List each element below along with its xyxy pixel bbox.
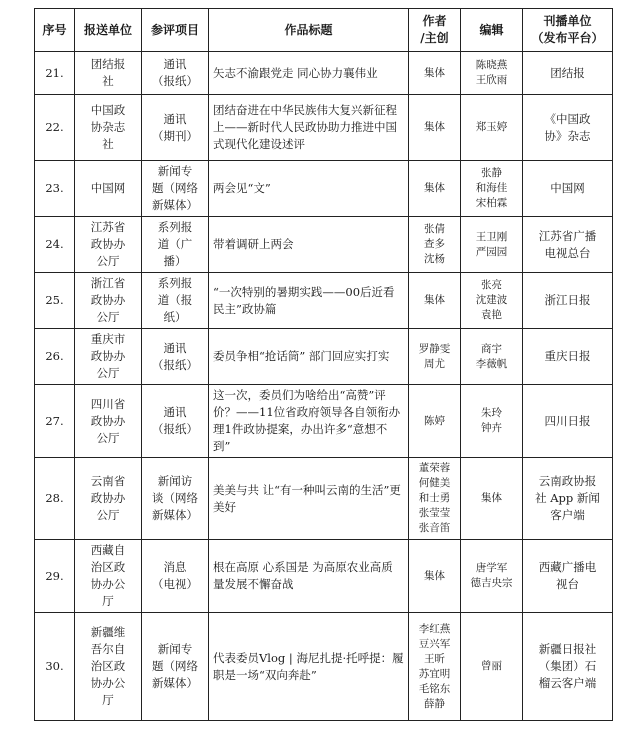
row-item: 新闻专 题（网络 新媒体） (142, 613, 209, 721)
row-editor: 郑玉婷 (461, 95, 523, 161)
row-title: 两会见“文” (209, 161, 409, 217)
row-author: 集体 (409, 161, 461, 217)
row-unit: 团结报 社 (75, 52, 142, 95)
row-title: 根在高原 心系国是 为高原农业高质量发展不懈奋战 (209, 540, 409, 613)
header-row (35, 9, 613, 52)
row-unit: 江苏省 政协办 公厅 (75, 217, 142, 273)
row-item: 消息 （电视） (142, 540, 209, 613)
row-unit: 云南省 政协办 公厅 (75, 458, 142, 540)
row-title: 委员争相“抢话筒” 部门回应实打实 (209, 329, 409, 385)
row-seq: 28. (35, 458, 75, 540)
row-item: 通讯 （报纸） (142, 329, 209, 385)
row-seq: 22. (35, 95, 75, 161)
row-publisher: 重庆日报 (523, 329, 613, 385)
awards-table (34, 8, 613, 721)
row-publisher: 《中国政 协》杂志 (523, 95, 613, 161)
row-item: 新闻专 题（网络 新媒体） (142, 161, 209, 217)
row-author: 陈婷 (409, 385, 461, 458)
row-editor: 张静 和海佳 宋柏霖 (461, 161, 523, 217)
table-row (35, 273, 613, 329)
row-author: 集体 (409, 52, 461, 95)
table-row (35, 52, 613, 95)
row-publisher: 四川日报 (523, 385, 613, 458)
row-editor: 唐学军 德吉央宗 (461, 540, 523, 613)
row-title: 团结奋进在中华民族伟大复兴新征程上——新时代人民政协助力推进中国式现代化建设述评 (209, 95, 409, 161)
table-row (35, 329, 613, 385)
row-item: 系列报 道（报 纸） (142, 273, 209, 329)
row-publisher: 江苏省广播 电视总台 (523, 217, 613, 273)
row-item: 通讯 （报纸） (142, 385, 209, 458)
table-row (35, 540, 613, 613)
row-item: 新闻访 谈（网络 新媒体） (142, 458, 209, 540)
row-seq: 21. (35, 52, 75, 95)
header-seq: 序号 (35, 9, 75, 52)
row-editor: 商宇 李薇帆 (461, 329, 523, 385)
row-editor: 陈晓燕 王欣雨 (461, 52, 523, 95)
row-unit: 四川省 政协办 公厅 (75, 385, 142, 458)
row-title: 带着调研上两会 (209, 217, 409, 273)
row-seq: 26. (35, 329, 75, 385)
row-title: 矢志不渝跟党走 同心协力襄伟业 (209, 52, 409, 95)
row-editor: 张亮 沈建波 袁艳 (461, 273, 523, 329)
row-unit: 重庆市 政协办 公厅 (75, 329, 142, 385)
row-seq: 29. (35, 540, 75, 613)
row-seq: 27. (35, 385, 75, 458)
row-editor: 集体 (461, 458, 523, 540)
header-author: 作者 /主创 (409, 9, 461, 52)
row-seq: 24. (35, 217, 75, 273)
table-row (35, 161, 613, 217)
table-row (35, 95, 613, 161)
row-seq: 23. (35, 161, 75, 217)
row-unit: 浙江省 政协办 公厅 (75, 273, 142, 329)
header-editor: 编辑 (461, 9, 523, 52)
row-title: 这一次，委员们为啥给出“高赞”评价？——11位省政府领导各自领衔办理1件政协提案，办出许多“意想不到” (209, 385, 409, 458)
row-author: 李红燕 豆兴军 王昕 苏宜明 毛铭东 薛静 (409, 613, 461, 721)
row-title: “一次特别的暑期实践——00后近看民主”政协篇 (209, 273, 409, 329)
header-title: 作品标题 (209, 9, 409, 52)
table-row (35, 217, 613, 273)
row-unit: 西藏自 治区政 协办公 厅 (75, 540, 142, 613)
row-author: 罗静雯 周尤 (409, 329, 461, 385)
row-item: 通讯 （报纸） (142, 52, 209, 95)
row-editor: 朱玲 钟卉 (461, 385, 523, 458)
row-publisher: 团结报 (523, 52, 613, 95)
row-publisher: 中国网 (523, 161, 613, 217)
row-item: 通讯 （期刊） (142, 95, 209, 161)
row-author: 集体 (409, 273, 461, 329)
row-author: 集体 (409, 95, 461, 161)
row-publisher: 云南政协报 社 App 新闻 客户端 (523, 458, 613, 540)
row-unit: 中国政 协杂志 社 (75, 95, 142, 161)
row-seq: 25. (35, 273, 75, 329)
row-item: 系列报 道（广 播） (142, 217, 209, 273)
table-header (35, 9, 613, 52)
table-row (35, 458, 613, 540)
row-unit: 中国网 (75, 161, 142, 217)
row-author: 董荣蓉 何健美 和士勇 张莹莹 张音笛 (409, 458, 461, 540)
row-author: 张倩 查多 沈杨 (409, 217, 461, 273)
header-unit: 报送单位 (75, 9, 142, 52)
table-row (35, 385, 613, 458)
row-unit: 新疆维 吾尔自 治区政 协办公 厅 (75, 613, 142, 721)
row-editor: 曾丽 (461, 613, 523, 721)
row-editor: 王卫刚 严园园 (461, 217, 523, 273)
header-item: 参评项目 (142, 9, 209, 52)
row-seq: 30. (35, 613, 75, 721)
row-title: 美美与共 让“有一种叫云南的生活”更美好 (209, 458, 409, 540)
header-publisher: 刊播单位 （发布平台） (523, 9, 613, 52)
row-publisher: 新疆日报社 （集团）石 榴云客户端 (523, 613, 613, 721)
table-row (35, 613, 613, 721)
row-title: 代表委员Vlog | 海尼扎提·托呼提：履职是一场“双向奔赴” (209, 613, 409, 721)
row-publisher: 西藏广播电 视台 (523, 540, 613, 613)
table-body (35, 52, 613, 721)
row-publisher: 浙江日报 (523, 273, 613, 329)
row-author: 集体 (409, 540, 461, 613)
